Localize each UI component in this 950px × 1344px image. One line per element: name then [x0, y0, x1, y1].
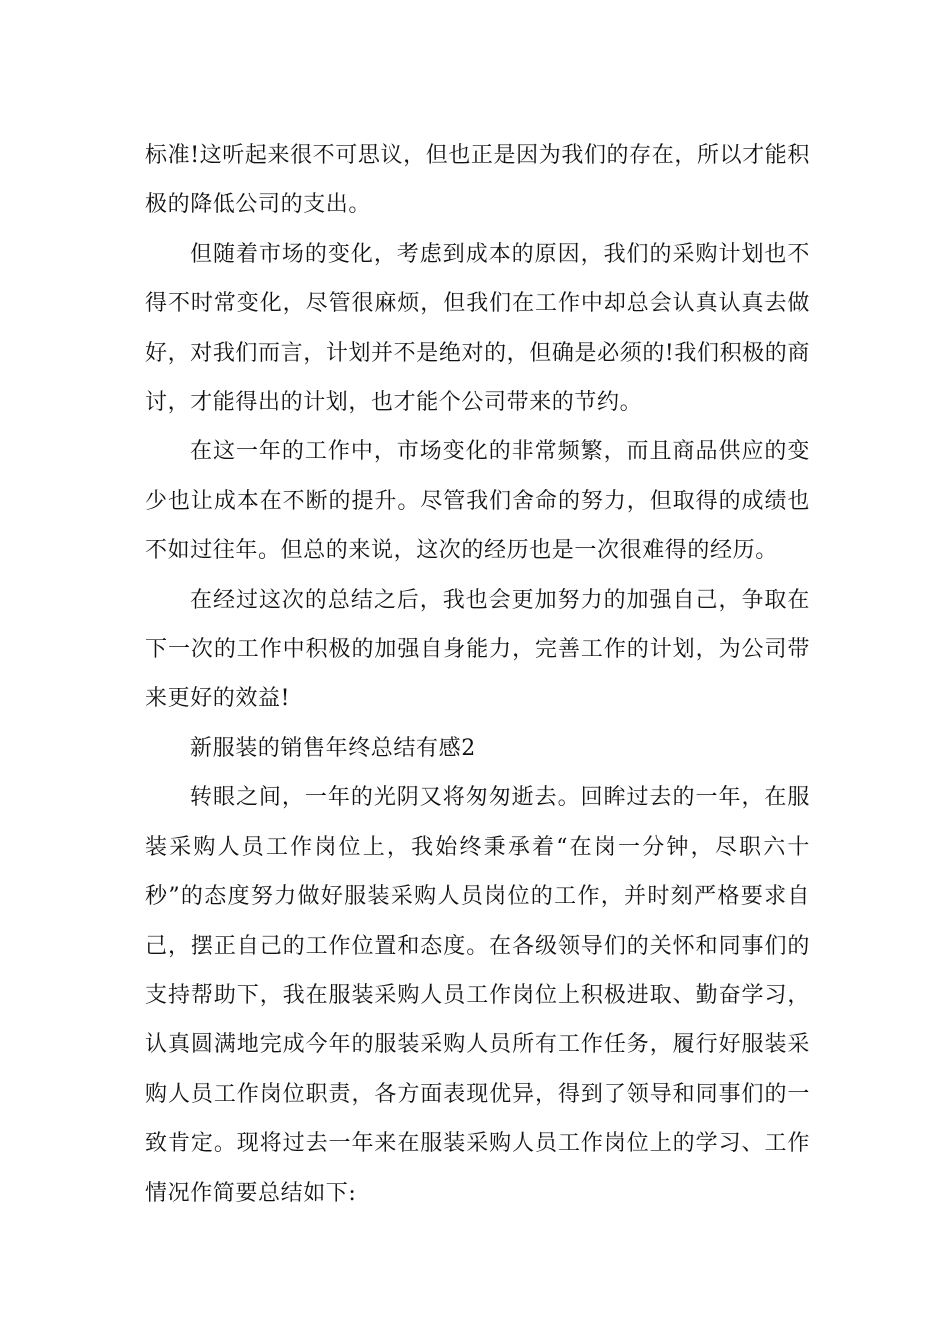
section-heading: 新服装的销售年终总结有感2 [190, 735, 476, 761]
document-body [145, 131, 810, 1218]
paragraph-market-changes: 在这一年的工作中，市场变化的非常频繁，而且商品供应的变少也让成本在不断的提升。尽管我们舍命的努力，但取得的成绩也不如过往年。但总的来说，这次的经历也是一次很难得的经历。 [145, 439, 810, 564]
paragraph-future-effort: 在经过这次的总结之后，我也会更加努力的加强自己，争取在下一次的工作中积极的加强自身能力，完善工作的计划，为公司带来更好的效益! [145, 587, 810, 712]
paragraph-procurement-plan: 但随着市场的变化，考虑到成本的原因，我们的采购计划也不得不时常变化，尽管很麻烦，但我们在工作中却总会认真认真去做好，对我们而言，计划并不是绝对的，但确是必须的!我们积极的商讨，才能得出的计划，也才能个公司带来的节约。 [145, 241, 810, 416]
paragraph-continuation: 标准!这听起来很不可思议，但也正是因为我们的存在，所以才能积极的降低公司的支出。 [145, 143, 810, 218]
paragraph-year-summary: 转眼之间，一年的光阴又将匆匆逝去。回眸过去的一年，在服装采购人员工作岗位上，我始终秉承着“在岗一分钟，尽职六十秒”的态度努力做好服装采购人员岗位的工作，并时刻严格要求自己，摆正自己的工作位置和态度。在各级领导们的关怀和同事们的支持帮助下，我在服装采购人员工作岗位上积极进取、勤奋学习，认真圆满地完成今年的服装采购人员所有工作任务，履行好服装采购人员工作岗位职责，各方面表现优异，得到了领导和同事们的一致肯定。现将过去一年来在服装采购人员工作岗位上的学习、工作情况作简要总结如下: [145, 785, 810, 1206]
